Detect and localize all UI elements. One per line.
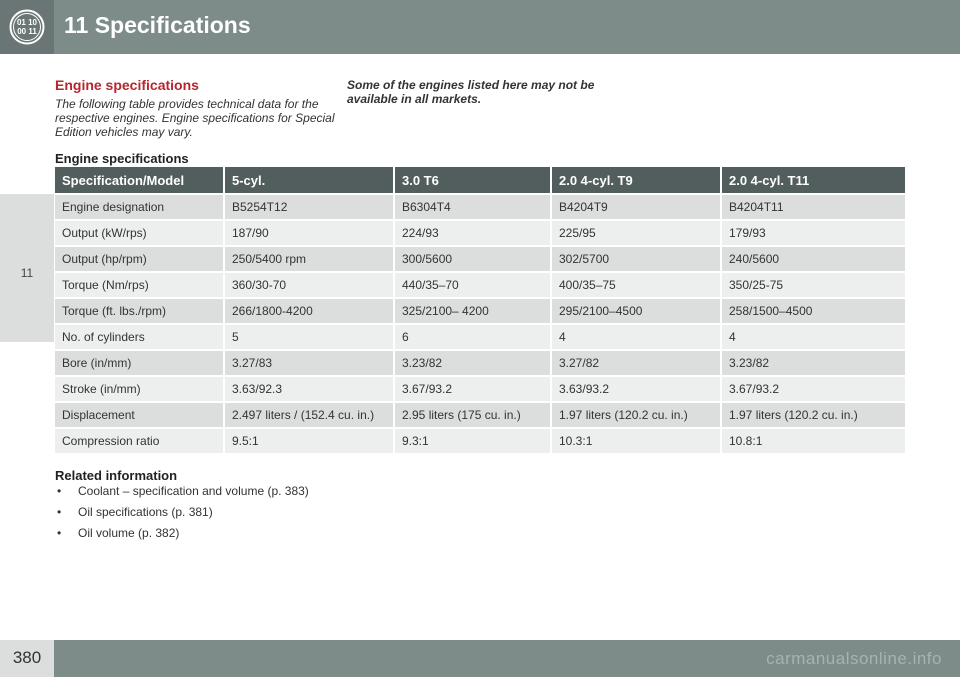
table-row	[55, 377, 905, 403]
table-cell: 2.95 liters (175 cu. in.)	[395, 403, 552, 429]
table-row	[55, 247, 905, 273]
table-cell: 4	[552, 325, 722, 351]
page-number-box	[0, 640, 54, 677]
table-caption: Engine specifications	[55, 151, 189, 166]
bullet: •	[57, 526, 62, 540]
table-cell: 1.97 liters (120.2 cu. in.)	[722, 403, 905, 429]
related-link-text: Oil volume (p. 382)	[78, 526, 180, 540]
table-row	[55, 273, 905, 299]
table-cell: 400/35–75	[552, 273, 722, 299]
table-cell: 9.5:1	[225, 429, 395, 455]
column-header: 2.0 4-cyl. T9	[552, 167, 722, 195]
table-cell: Bore (in/mm)	[55, 351, 225, 377]
table-cell: 3.67/93.2	[395, 377, 552, 403]
column-header: 3.0 T6	[395, 167, 552, 195]
table-cell: 302/5700	[552, 247, 722, 273]
table-cell: 187/90	[225, 221, 395, 247]
table-cell: 3.27/83	[225, 351, 395, 377]
table-cell: 3.63/92.3	[225, 377, 395, 403]
table-cell: 1.97 liters (120.2 cu. in.)	[552, 403, 722, 429]
table-cell: Output (hp/rpm)	[55, 247, 225, 273]
table-cell: 3.27/82	[552, 351, 722, 377]
table-cell: B6304T4	[395, 195, 552, 221]
section-intro: The following table provides technical data for the respective engines. Engine specifications for Special Edition vehicles may vary.	[55, 97, 335, 139]
column-header: Specification/Model	[55, 167, 225, 195]
table-cell: Torque (Nm/rps)	[55, 273, 225, 299]
related-link[interactable]	[55, 505, 315, 519]
bullet: •	[57, 505, 62, 519]
table-cell: 360/30-70	[225, 273, 395, 299]
table-cell: Stroke (in/mm)	[55, 377, 225, 403]
table-cell: 266/1800-4200	[225, 299, 395, 325]
table-cell: 325/2100– 4200	[395, 299, 552, 325]
table-cell: 10.8:1	[722, 429, 905, 455]
table-cell: Displacement	[55, 403, 225, 429]
table-row	[55, 221, 905, 247]
chapter-dial-icon	[9, 9, 45, 45]
table-header-row	[55, 167, 905, 195]
table-cell: 179/93	[722, 221, 905, 247]
table-row	[55, 403, 905, 429]
table-cell: 3.63/93.2	[552, 377, 722, 403]
chapter-tab-label: 11	[20, 266, 34, 280]
section-title: Engine specifications	[55, 77, 199, 93]
table-cell: 440/35–70	[395, 273, 552, 299]
chapter-tab[interactable]	[0, 194, 54, 342]
table-cell: 4	[722, 325, 905, 351]
table-cell: No. of cylinders	[55, 325, 225, 351]
chapter-icon-box	[0, 0, 54, 54]
table-cell: 295/2100–4500	[552, 299, 722, 325]
table-cell: 225/95	[552, 221, 722, 247]
related-link[interactable]	[55, 526, 315, 540]
table-cell: B5254T12	[225, 195, 395, 221]
column-header: 5-cyl.	[225, 167, 395, 195]
table-row	[55, 429, 905, 455]
related-info-title: Related information	[55, 468, 178, 483]
svg-text:00 11: 00 11	[17, 27, 37, 36]
table-cell: 10.3:1	[552, 429, 722, 455]
table-cell: B4204T9	[552, 195, 722, 221]
table-row	[55, 351, 905, 377]
table-cell: 3.23/82	[722, 351, 905, 377]
table-cell: 5	[225, 325, 395, 351]
table-cell: 258/1500–4500	[722, 299, 905, 325]
table-cell: Compression ratio	[55, 429, 225, 455]
table-row	[55, 195, 905, 221]
table-cell: 240/5600	[722, 247, 905, 273]
market-note: Some of the engines listed here may not be available in all markets.	[347, 78, 595, 106]
table-row	[55, 325, 905, 351]
table-cell: 6	[395, 325, 552, 351]
page-footer	[0, 640, 960, 677]
table-cell: Engine designation	[55, 195, 225, 221]
engine-spec-table	[55, 167, 905, 455]
chapter-header	[0, 0, 960, 54]
table-cell: 9.3:1	[395, 429, 552, 455]
related-link-text: Oil specifications (p. 381)	[78, 505, 213, 519]
table-cell: 3.67/93.2	[722, 377, 905, 403]
watermark: carmanualsonline.info	[766, 649, 942, 668]
table-cell: 2.497 liters / (152.4 cu. in.)	[225, 403, 395, 429]
chapter-title: 11 Specifications	[64, 12, 251, 38]
related-link[interactable]	[55, 484, 315, 498]
table-cell: Torque (ft. lbs./rpm)	[55, 299, 225, 325]
svg-text:01 10: 01 10	[16, 18, 38, 27]
related-info-list	[55, 484, 315, 547]
table-cell: 350/25-75	[722, 273, 905, 299]
bullet: •	[57, 484, 62, 498]
table-cell: B4204T11	[722, 195, 905, 221]
table-cell: 300/5600	[395, 247, 552, 273]
table-cell: 3.23/82	[395, 351, 552, 377]
table-row	[55, 299, 905, 325]
column-header: 2.0 4-cyl. T11	[722, 167, 905, 195]
sidebar	[0, 54, 54, 640]
related-link-text: Coolant – specification and volume (p. 383)	[78, 484, 309, 498]
table-cell: Output (kW/rps)	[55, 221, 225, 247]
page-number: 380	[12, 648, 42, 667]
table-cell: 250/5400 rpm	[225, 247, 395, 273]
table-cell: 224/93	[395, 221, 552, 247]
